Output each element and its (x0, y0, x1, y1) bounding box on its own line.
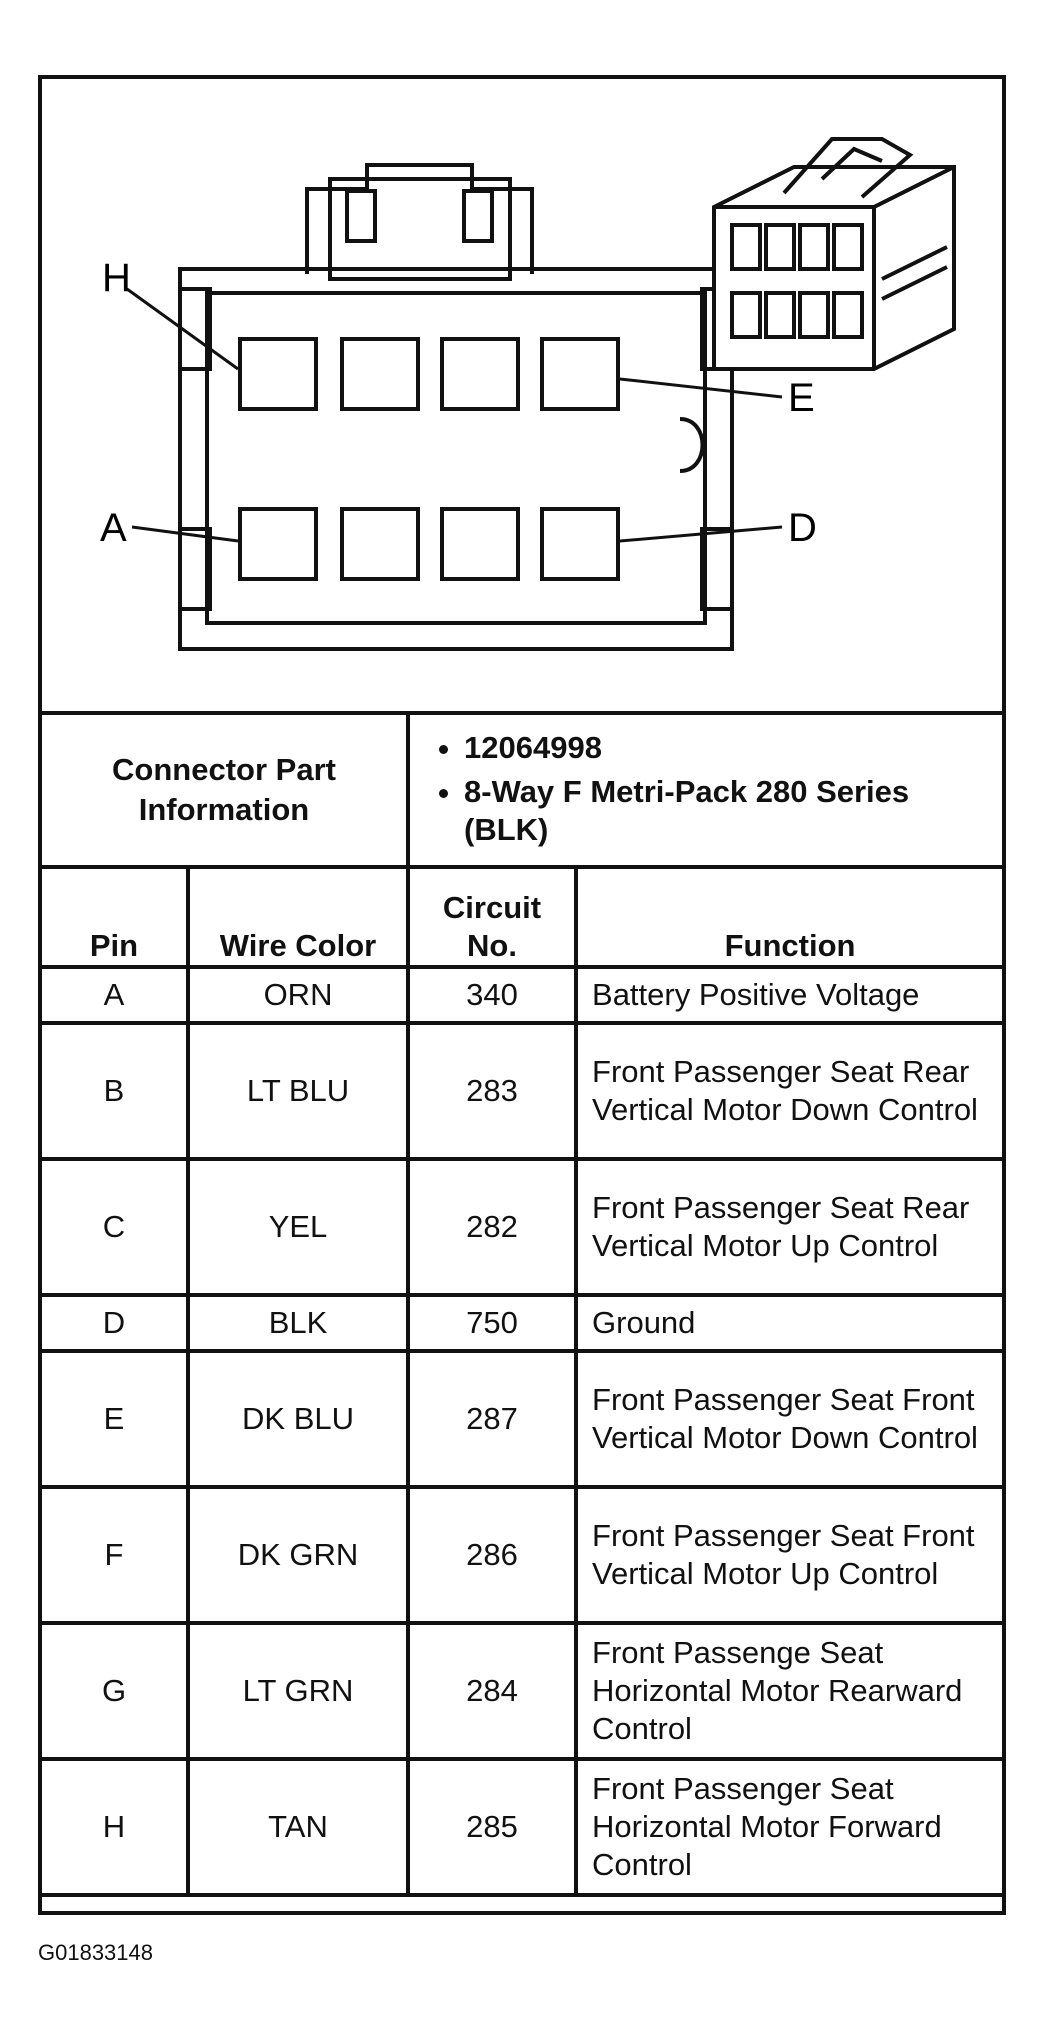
connector-isometric-view (714, 139, 954, 369)
pin-cell: C (42, 1159, 188, 1295)
connector-part-info-row (42, 715, 1002, 867)
wire-color-cell: YEL (188, 1159, 408, 1295)
table-row (42, 1351, 1002, 1487)
figure-id: G01833148 (38, 1940, 153, 1965)
wire-color-cell: LT BLU (188, 1023, 408, 1159)
pinout-table (42, 715, 1002, 1897)
function-cell: Front Passenger Seat Rear Vertical Motor Down Control (576, 1023, 1002, 1159)
function-cell: Front Passenger Seat Rear Vertical Motor Up Control (576, 1159, 1002, 1295)
table-row (42, 1023, 1002, 1159)
function-cell: Front Passenger Seat Front Vertical Motor Up Control (576, 1487, 1002, 1623)
circuit-cell: 284 (408, 1623, 576, 1759)
pin-cell: H (42, 1759, 188, 1895)
circuit-cell: 286 (408, 1487, 576, 1623)
table-row (42, 1487, 1002, 1623)
connector-part-info-label: Connector Part Information (42, 715, 408, 867)
wire-color-cell: TAN (188, 1759, 408, 1895)
function-cell: Front Passenger Seat Front Vertical Motor Down Control (576, 1351, 1002, 1487)
table-row (42, 967, 1002, 1023)
pin-cell: A (42, 967, 188, 1023)
circuit-cell: 287 (408, 1351, 576, 1487)
table-row (42, 1623, 1002, 1759)
function-cell: Battery Positive Voltage (576, 967, 1002, 1023)
connector-face-drawing (42, 79, 1002, 711)
connector-description: • 8-Way F Metri-Pack 280 Series (BLK) (464, 773, 984, 849)
circuit-cell: 750 (408, 1295, 576, 1351)
wire-color-cell: DK GRN (188, 1487, 408, 1623)
pin-label-d: D (788, 506, 817, 550)
connector-part-info-list (408, 715, 1002, 867)
wire-color-cell: BLK (188, 1295, 408, 1351)
header-pin: Pin (42, 867, 188, 967)
header-circuit-no: Circuit No. (408, 867, 576, 967)
figure-frame (38, 75, 1006, 1915)
pin-cell: F (42, 1487, 188, 1623)
table-row (42, 1159, 1002, 1295)
pin-cell: B (42, 1023, 188, 1159)
pin-cell: G (42, 1623, 188, 1759)
table-row (42, 1759, 1002, 1895)
function-cell: Front Passenger Seat Horizontal Motor Forward Control (576, 1759, 1002, 1895)
pin-label-e: E (788, 376, 815, 420)
part-number: • 12064998 (464, 729, 984, 767)
function-cell: Ground (576, 1295, 1002, 1351)
pin-cell: D (42, 1295, 188, 1351)
wire-color-cell: LT GRN (188, 1623, 408, 1759)
circuit-cell: 283 (408, 1023, 576, 1159)
connector-diagram (42, 79, 1002, 715)
table-header-row (42, 867, 1002, 967)
wire-color-cell: DK BLU (188, 1351, 408, 1487)
circuit-cell: 340 (408, 967, 576, 1023)
function-cell: Front Passenge Seat Horizontal Motor Rearward Control (576, 1623, 1002, 1759)
leader-lines (127, 289, 782, 541)
header-wire-color: Wire Color (188, 867, 408, 967)
header-function: Function (576, 867, 1002, 967)
circuit-cell: 285 (408, 1759, 576, 1895)
pin-label-h: H (102, 256, 131, 300)
pin-cell: E (42, 1351, 188, 1487)
terminal-cavities (240, 339, 618, 579)
circuit-cell: 282 (408, 1159, 576, 1295)
pin-label-a: A (100, 506, 127, 550)
wire-color-cell: ORN (188, 967, 408, 1023)
table-row (42, 1295, 1002, 1351)
